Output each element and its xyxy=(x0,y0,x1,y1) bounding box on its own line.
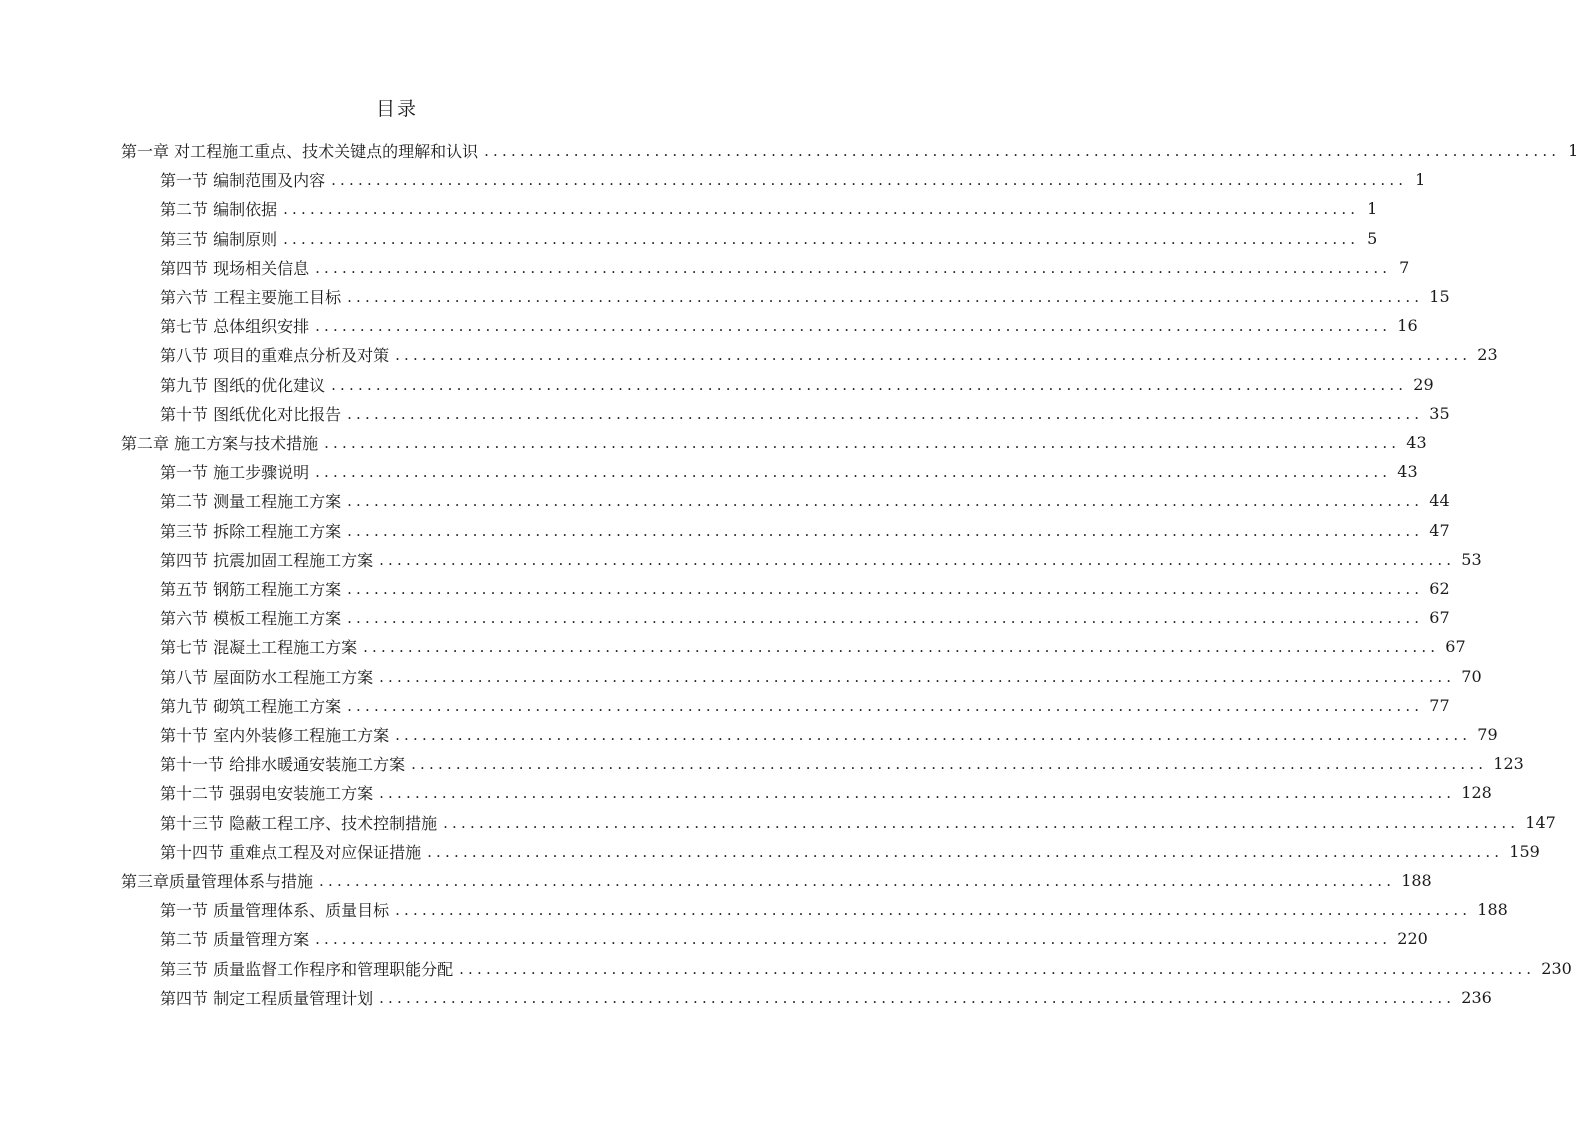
toc-section-entry[interactable] xyxy=(160,632,1466,661)
toc-leader-dots: ........................................................................................................................ xyxy=(443,813,1520,832)
toc-section-entry[interactable] xyxy=(160,983,1492,1012)
toc-leader-dots: ........................................................................................................................ xyxy=(283,199,1360,218)
toc-section-entry[interactable] xyxy=(160,603,1450,632)
toc-section-entry[interactable] xyxy=(160,749,1524,778)
toc-section-entry[interactable] xyxy=(160,311,1418,340)
toc-page-number: 188 xyxy=(1401,871,1432,890)
toc-page-number: 16 xyxy=(1397,316,1418,335)
toc-page-number: 77 xyxy=(1429,696,1450,715)
toc-section-entry[interactable] xyxy=(160,194,1378,223)
toc-entry-label: 第三节 编制原则 xyxy=(160,230,278,249)
toc-entry-label: 第二章 施工方案与技术措施 xyxy=(121,434,319,453)
toc-entry-label: 第三节 拆除工程施工方案 xyxy=(160,522,342,541)
toc-section-entry[interactable] xyxy=(160,837,1540,866)
toc-entry-label: 第二节 质量管理方案 xyxy=(160,930,310,949)
toc-leader-dots: ........................................................................................................................ xyxy=(315,929,1392,948)
toc-entry-label: 第九节 图纸的优化建议 xyxy=(160,376,326,395)
toc-leader-dots: ........................................................................................................................ xyxy=(395,345,1472,364)
toc-entry-label: 第十节 室内外装修工程施工方案 xyxy=(160,726,390,745)
toc-entry-label: 第十四节 重难点工程及对应保证措施 xyxy=(160,843,422,862)
toc-leader-dots: ........................................................................................................................ xyxy=(427,842,1504,861)
toc-page-number: 123 xyxy=(1493,754,1524,773)
toc-page-number: 188 xyxy=(1477,900,1508,919)
toc-chapter-entry[interactable] xyxy=(121,136,1578,165)
toc-page-number: 1 xyxy=(1568,141,1578,160)
toc-leader-dots: ........................................................................................................................ xyxy=(315,462,1392,481)
toc-leader-dots: ........................................................................................................................ xyxy=(379,550,1456,569)
toc-entry-label: 第六节 工程主要施工目标 xyxy=(160,288,342,307)
toc-title: 目录 xyxy=(375,98,418,120)
toc-entry-label: 第七节 混凝土工程施工方案 xyxy=(160,638,358,657)
toc-entry-label: 第三节 质量监督工作程序和管理职能分配 xyxy=(160,960,454,979)
toc-page-number: 62 xyxy=(1429,579,1450,598)
toc-page-number: 15 xyxy=(1429,287,1450,306)
toc-entry-label: 第九节 砌筑工程施工方案 xyxy=(160,697,342,716)
toc-chapter-entry[interactable] xyxy=(121,428,1427,457)
toc-entry-label: 第二节 测量工程施工方案 xyxy=(160,492,342,511)
toc-entry-label: 第十节 图纸优化对比报告 xyxy=(160,405,342,424)
toc-leader-dots: ........................................................................................................................ xyxy=(347,404,1424,423)
toc-leader-dots: ........................................................................................................................ xyxy=(395,900,1472,919)
toc-chapter-entry[interactable] xyxy=(121,866,1432,895)
toc-entry-label: 第五节 钢筋工程施工方案 xyxy=(160,580,342,599)
toc-section-entry[interactable] xyxy=(160,399,1450,428)
toc-leader-dots: ........................................................................................................................ xyxy=(459,959,1536,978)
toc-section-entry[interactable] xyxy=(160,165,1426,194)
toc-entry-label: 第一节 质量管理体系、质量目标 xyxy=(160,901,390,920)
toc-page-number: 43 xyxy=(1397,462,1418,481)
toc-page-number: 67 xyxy=(1445,637,1466,656)
toc-entry-label: 第一节 编制范围及内容 xyxy=(160,171,326,190)
toc-section-entry[interactable] xyxy=(160,457,1418,486)
toc-leader-dots: ........................................................................................................................ xyxy=(347,491,1424,510)
toc-page-number: 44 xyxy=(1429,491,1450,510)
toc-page-number: 1 xyxy=(1367,199,1378,218)
toc-leader-dots: ........................................................................................................................ xyxy=(411,754,1488,773)
toc-section-entry[interactable] xyxy=(160,282,1450,311)
toc-page-number: 79 xyxy=(1477,725,1498,744)
toc-entry-label: 第六节 模板工程施工方案 xyxy=(160,609,342,628)
toc-section-entry[interactable] xyxy=(160,808,1556,837)
toc-entry-label: 第四节 现场相关信息 xyxy=(160,259,310,278)
toc-leader-dots: ........................................................................................................................ xyxy=(331,375,1408,394)
toc-page-number: 47 xyxy=(1429,521,1450,540)
toc-section-entry[interactable] xyxy=(160,691,1450,720)
toc-page-number: 159 xyxy=(1509,842,1540,861)
toc-leader-dots: ........................................................................................................................ xyxy=(347,608,1424,627)
toc-leader-dots: ........................................................................................................................ xyxy=(395,725,1472,744)
toc-section-entry[interactable] xyxy=(160,895,1508,924)
toc-page-number: 29 xyxy=(1413,375,1434,394)
toc-leader-dots: ........................................................................................................................ xyxy=(347,579,1424,598)
toc-leader-dots: ........................................................................................................................ xyxy=(379,667,1456,686)
toc-page-number: 236 xyxy=(1461,988,1492,1007)
toc-entry-label: 第十三节 隐蔽工程工序、技术控制措施 xyxy=(160,814,438,833)
toc-section-entry[interactable] xyxy=(160,340,1498,369)
toc-page-number: 220 xyxy=(1397,929,1428,948)
toc-leader-dots: ........................................................................................................................ xyxy=(283,229,1360,248)
toc-entry-label: 第七节 总体组织安排 xyxy=(160,317,310,336)
toc-leader-dots: ........................................................................................................................ xyxy=(484,141,1561,160)
toc-page-number: 147 xyxy=(1525,813,1556,832)
toc-section-entry[interactable] xyxy=(160,924,1428,953)
toc-entry-label: 第八节 屋面防水工程施工方案 xyxy=(160,668,374,687)
toc-section-entry[interactable] xyxy=(160,516,1450,545)
toc-section-entry[interactable] xyxy=(160,574,1450,603)
toc-page-number: 128 xyxy=(1461,783,1492,802)
toc-leader-dots: ........................................................................................................................ xyxy=(324,433,1401,452)
toc-entry-label: 第四节 抗震加固工程施工方案 xyxy=(160,551,374,570)
toc-leader-dots: ........................................................................................................................ xyxy=(363,637,1440,656)
toc-section-entry[interactable] xyxy=(160,720,1498,749)
toc-entry-label: 第一节 施工步骤说明 xyxy=(160,463,310,482)
toc-leader-dots: ........................................................................................................................ xyxy=(315,316,1392,335)
toc-page-number: 5 xyxy=(1367,229,1378,248)
toc-page-number: 23 xyxy=(1477,345,1498,364)
toc-page-number: 53 xyxy=(1461,550,1482,569)
toc-page-number: 67 xyxy=(1429,608,1450,627)
toc-leader-dots: ........................................................................................................................ xyxy=(315,258,1392,277)
toc-leader-dots: ........................................................................................................................ xyxy=(347,696,1424,715)
toc-section-entry[interactable] xyxy=(160,486,1450,515)
toc-leader-dots: ........................................................................................................................ xyxy=(319,871,1396,890)
toc-page-number: 43 xyxy=(1406,433,1427,452)
toc-leader-dots: ........................................................................................................................ xyxy=(347,287,1424,306)
toc-entry-label: 第八节 项目的重难点分析及对策 xyxy=(160,346,390,365)
toc-leader-dots: ........................................................................................................................ xyxy=(347,521,1424,540)
toc-entry-label: 第十二节 强弱电安装施工方案 xyxy=(160,784,374,803)
toc-page-number: 230 xyxy=(1541,959,1572,978)
toc-section-entry[interactable] xyxy=(160,253,1410,282)
toc-section-entry[interactable] xyxy=(160,778,1492,807)
toc-section-entry[interactable] xyxy=(160,954,1572,983)
toc-entry-label: 第四节 制定工程质量管理计划 xyxy=(160,989,374,1008)
toc-section-entry[interactable] xyxy=(160,545,1482,574)
toc-section-entry[interactable] xyxy=(160,370,1434,399)
toc-leader-dots: ........................................................................................................................ xyxy=(379,988,1456,1007)
toc-section-entry[interactable] xyxy=(160,662,1482,691)
toc-page-number: 7 xyxy=(1399,258,1410,277)
toc-leader-dots: ........................................................................................................................ xyxy=(331,170,1408,189)
toc-section-entry[interactable] xyxy=(160,224,1378,253)
toc-page-number: 70 xyxy=(1461,667,1482,686)
toc-entry-label: 第十一节 给排水暖通安装施工方案 xyxy=(160,755,406,774)
toc-entry-label: 第二节 编制依据 xyxy=(160,200,278,219)
toc-leader-dots: ........................................................................................................................ xyxy=(379,783,1456,802)
toc-page-number: 1 xyxy=(1415,170,1426,189)
toc-page-number: 35 xyxy=(1429,404,1450,423)
toc-entry-label: 第一章 对工程施工重点、技术关键点的理解和认识 xyxy=(121,142,479,161)
toc-entry-label: 第三章质量管理体系与措施 xyxy=(121,872,314,891)
